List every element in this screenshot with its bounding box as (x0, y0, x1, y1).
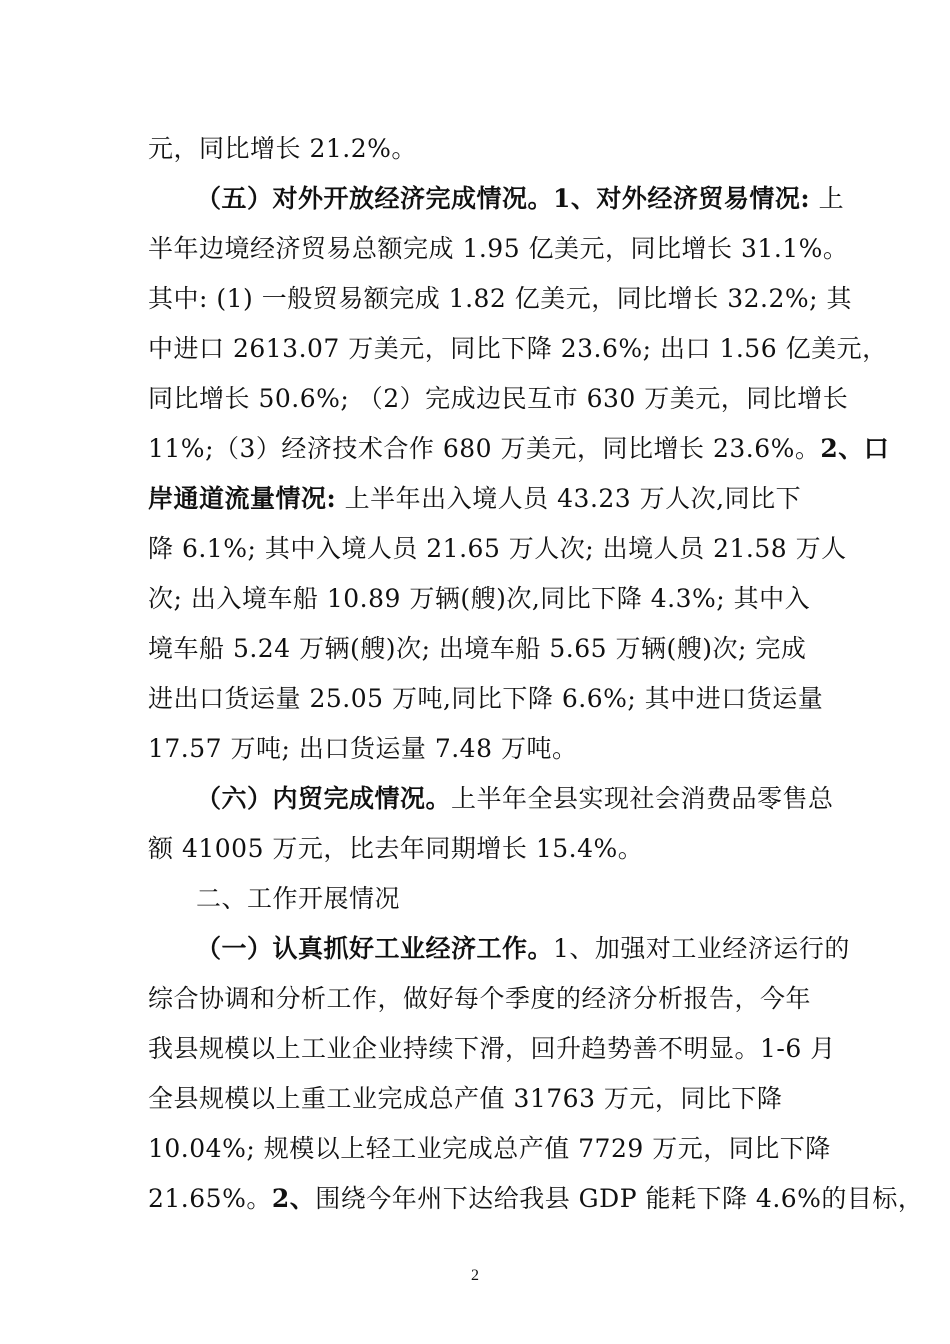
line-text: 境车船 5.24 万辆(艘)次; 出境车船 5.65 万辆(艘)次; 完成 (148, 634, 807, 663)
line-text: 10.04%; 规模以上轻工业完成总产值 7729 万元，同比下降 (148, 1134, 831, 1163)
paragraph-line (148, 1032, 836, 1066)
paragraph-line (148, 1082, 808, 1116)
line-text: 元，同比增长 21.2%。 (148, 134, 417, 163)
paragraph-line (148, 282, 853, 316)
section-heading-domestic-trade: （六）内贸完成情况。 (196, 784, 452, 813)
line-text: 11%;（3）经济技术合作 680 万美元，同比增长 23.6%。 (148, 434, 821, 463)
paragraph-line (148, 1132, 831, 1166)
line-text: 降 6.1%; 其中入境人员 21.65 万人次; 出境人员 21.58 万人 (148, 534, 847, 563)
line-text: 21.65%。 (148, 1184, 272, 1213)
paragraph-line (148, 582, 811, 616)
paragraph-line (148, 982, 812, 1016)
line-text: 17.57 万吨; 出口货运量 7.48 万吨。 (148, 734, 578, 763)
paragraph-line (148, 332, 888, 366)
paragraph-line (148, 432, 890, 466)
paragraph-line (196, 782, 834, 816)
line-text: 中进口 2613.07 万美元，同比下降 23.6%; 出口 1.56 亿美元， (148, 334, 888, 363)
paragraph-line (148, 732, 808, 766)
section-heading-industry: （一）认真抓好工业经济工作。 (196, 934, 554, 963)
paragraph-line (148, 132, 808, 166)
paragraph-line (148, 232, 849, 266)
chapter-heading-text: 二、工作开展情况 (196, 884, 401, 913)
section-heading-foreign-trade: （五）对外开放经济完成情况。1、对外经济贸易情况: (196, 184, 811, 213)
line-text: 半年边境经济贸易总额完成 1.95 亿美元，同比增长 31.1%。 (148, 234, 849, 263)
subheading-port-traffic-start: 2、口 (820, 434, 890, 463)
line-text: 同比增长 50.6%; （2）完成边民互市 630 万美元，同比增长 (148, 384, 849, 413)
line-text: 围绕今年州下达给我县 GDP 能耗下降 4.6%的目标， (315, 1184, 924, 1213)
paragraph-line (148, 682, 824, 716)
line-text: 上半年出入境人员 43.23 万人次,同比下 (336, 484, 802, 513)
paragraph-line (196, 932, 850, 966)
chapter-heading (196, 882, 808, 916)
line-text: 额 41005 万元，比去年同期增长 15.4%。 (148, 834, 644, 863)
paragraph-line (148, 482, 808, 516)
line-text: 次; 出入境车船 10.89 万辆(艘)次,同比下降 4.3%; 其中入 (148, 584, 811, 613)
page-number: 2 (471, 1267, 479, 1284)
paragraph-line (196, 182, 845, 216)
paragraph-line (148, 832, 808, 866)
paragraph-line (148, 1182, 924, 1216)
line-text: 综合协调和分析工作，做好每个季度的经济分析报告，今年 (148, 984, 812, 1013)
item-number-bold: 2、 (271, 1184, 316, 1213)
line-text: 我县规模以上工业企业持续下滑，回升趋势善不明显。1-6 月 (148, 1034, 836, 1063)
line-text: 上半年全县实现社会消费品零售总 (451, 784, 834, 813)
line-text: 进出口货运量 25.05 万吨,同比下降 6.6%; 其中进口货运量 (148, 684, 824, 713)
subheading-port-traffic-end: 岸通道流量情况: (148, 484, 337, 513)
paragraph-line (148, 532, 847, 566)
line-text: 1、加强对工业经济运行的 (553, 934, 850, 963)
line-text: 其中: (1) 一般贸易额完成 1.82 亿美元，同比增长 32.2%; 其 (148, 284, 853, 313)
line-text: 上 (810, 184, 845, 213)
line-text: 全县规模以上重工业完成总产值 31763 万元，同比下降 (148, 1084, 783, 1113)
paragraph-line (148, 382, 849, 416)
paragraph-line (148, 632, 808, 666)
